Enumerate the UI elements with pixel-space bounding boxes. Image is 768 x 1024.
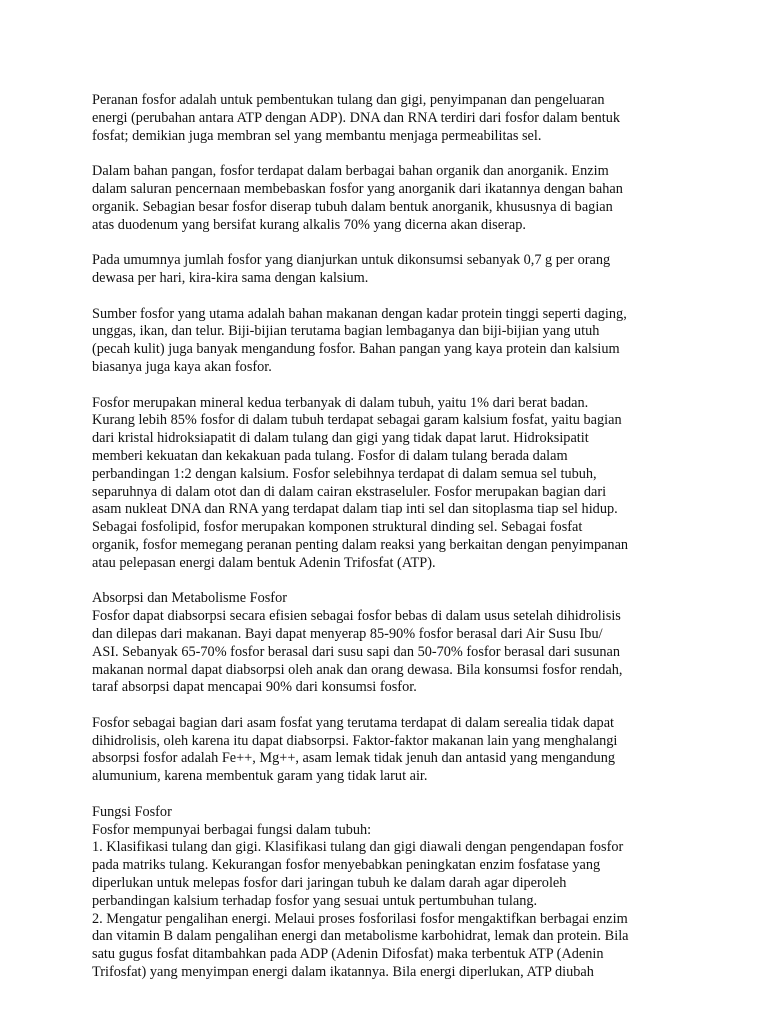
paragraph-absorpsi-metabolisme: Absorpsi dan Metabolisme Fosfor Fosfor dapat diabsorpsi secara efisien sebagai fosfor bebas di dalam usus setelah dihidrolisis dan dilepas dari makanan. Bayi dapat menyerap 85-90% fosfor berasal dari Air Susu Ibu/ ASI. Sebanyak 65-70% fosfor berasal dari susu sapi dan 50-70% fosfor berasal dari susunan makanan normal dapat diabsorpsi oleh anak dan orang dewasa. Bila konsumsi fosfor rendah, taraf absorpsi dapat mencapai 90% dari konsumsi fosfor.: [92, 590, 623, 696]
paragraph-jumlah-dianjurkan: Pada umumnya jumlah fosfor yang dianjurkan untuk dikonsumsi sebanyak 0,7 g per orang dewasa per hari, kira-kira sama dengan kalsium.: [92, 252, 611, 286]
document-body: [92, 92, 682, 982]
paragraph-mineral-kedua: Fosfor merupakan mineral kedua terbanyak di dalam tubuh, yaitu 1% dari berat badan. Kurang lebih 85% fosfor di dalam tubuh terdapat sebagai garam kalsium fosfat, yaitu bagian dari kristal hidroksiapatit di dalam tulang dan gigi yang tidak dapat larut. Hidroksipatit memberi kekuatan dan kekakuan pada tulang. Fosfor di dalam tulang berada dalam perbandingan 1:2 dengan kalsium. Fosfor selebihnya terdapat di dalam semua sel tubuh, separuhnya di dalam otot dan di dalam cairan ekstraseluler. Fosfor merupakan bagian dari asam nukleat DNA dan RNA yang terdapat dalam tiap inti sel dan sitoplasma tiap sel hidup. Sebagai fosfolipid, fosfor merupakan komponen struktural dinding sel. Sebagai fosfat organik, fosfor memegang peranan penting dalam reaksi yang berkaitan dengan penyimpanan atau pelepasan energi dalam bentuk Adenin Trifosfat (ATP).: [92, 394, 629, 571]
paragraph-sumber-fosfor: Sumber fosfor yang utama adalah bahan makanan dengan kadar protein tinggi seperti daging, unggas, ikan, dan telur. Biji-bijian terutama bagian lembaganya dan biji-bijian yang utuh (pecah kulit) juga banyak mengandung fosfor. Bahan pangan yang kaya protein dan kalsium biasanya juga kaya akan fosfor.: [92, 305, 627, 375]
paragraph-asam-fosfat: Fosfor sebagai bagian dari asam fosfat yang terutama terdapat di dalam serealia tidak dapat dihidrolisis, oleh karena itu dapat diabsorpsi. Faktor-faktor makanan lain yang menghalangi absorpsi fosfor adalah Fe++, Mg++, asam lemak tidak jenuh dan antasid yang mengandung alumunium, karena membentuk garam yang tidak larut air.: [92, 714, 618, 785]
paragraph-bahan-pangan: Dalam bahan pangan, fosfor terdapat dalam berbagai bahan organik dan anorganik. Enzim dalam saluran pencernaan membebaskan fosfor yang anorganik dari ikatannya dengan bahan organik. Sebagian besar fosfor diserap tubuh dalam bentuk anorganik, khususnya di bagian atas duodenum yang bersifat kurang alkalis 70% yang dicerna akan diserap.: [92, 163, 623, 233]
paragraph-fungsi-fosfor: Fungsi Fosfor Fosfor mempunyai berbagai fungsi dalam tubuh: 1. Klasifikasi tulang dan gigi. Klasifikasi tulang dan gigi diawali dengan pengendapan fosfor pada matriks tulang. Kekurangan fosfor menyebabkan peningkatan enzim fosfatase yang diperlukan untuk melepas fosfor dari jaringan tubuh ke dalam darah agar diperoleh perbandingan kalsium terhadap fosfor yang sesuai untuk pertumbuhan tulang. 2. Mengatur pengalihan energi. Melaui proses fosforilasi fosfor mengaktifkan berbagai enzim dan vitamin B dalam pengalihan energi dan metabolisme karbohidrat, lemak dan protein. Bila satu gugus fosfat ditambahkan pada ADP (Adenin Difosfat) maka terbentuk ATP (Adenin Trifosfat) yang menyimpan energi dalam ikatannya. Bila energi diperlukan, ATP diubah: [92, 803, 629, 981]
paragraph-peranan-fosfor: Peranan fosfor adalah untuk pembentukan tulang dan gigi, penyimpanan dan pengeluaran energi (perubahan antara ATP dengan ADP). DNA dan RNA terdiri dari fosfor dalam bentuk fosfat; demikian juga membran sel yang membantu menjaga permeabilitas sel.: [92, 92, 621, 144]
